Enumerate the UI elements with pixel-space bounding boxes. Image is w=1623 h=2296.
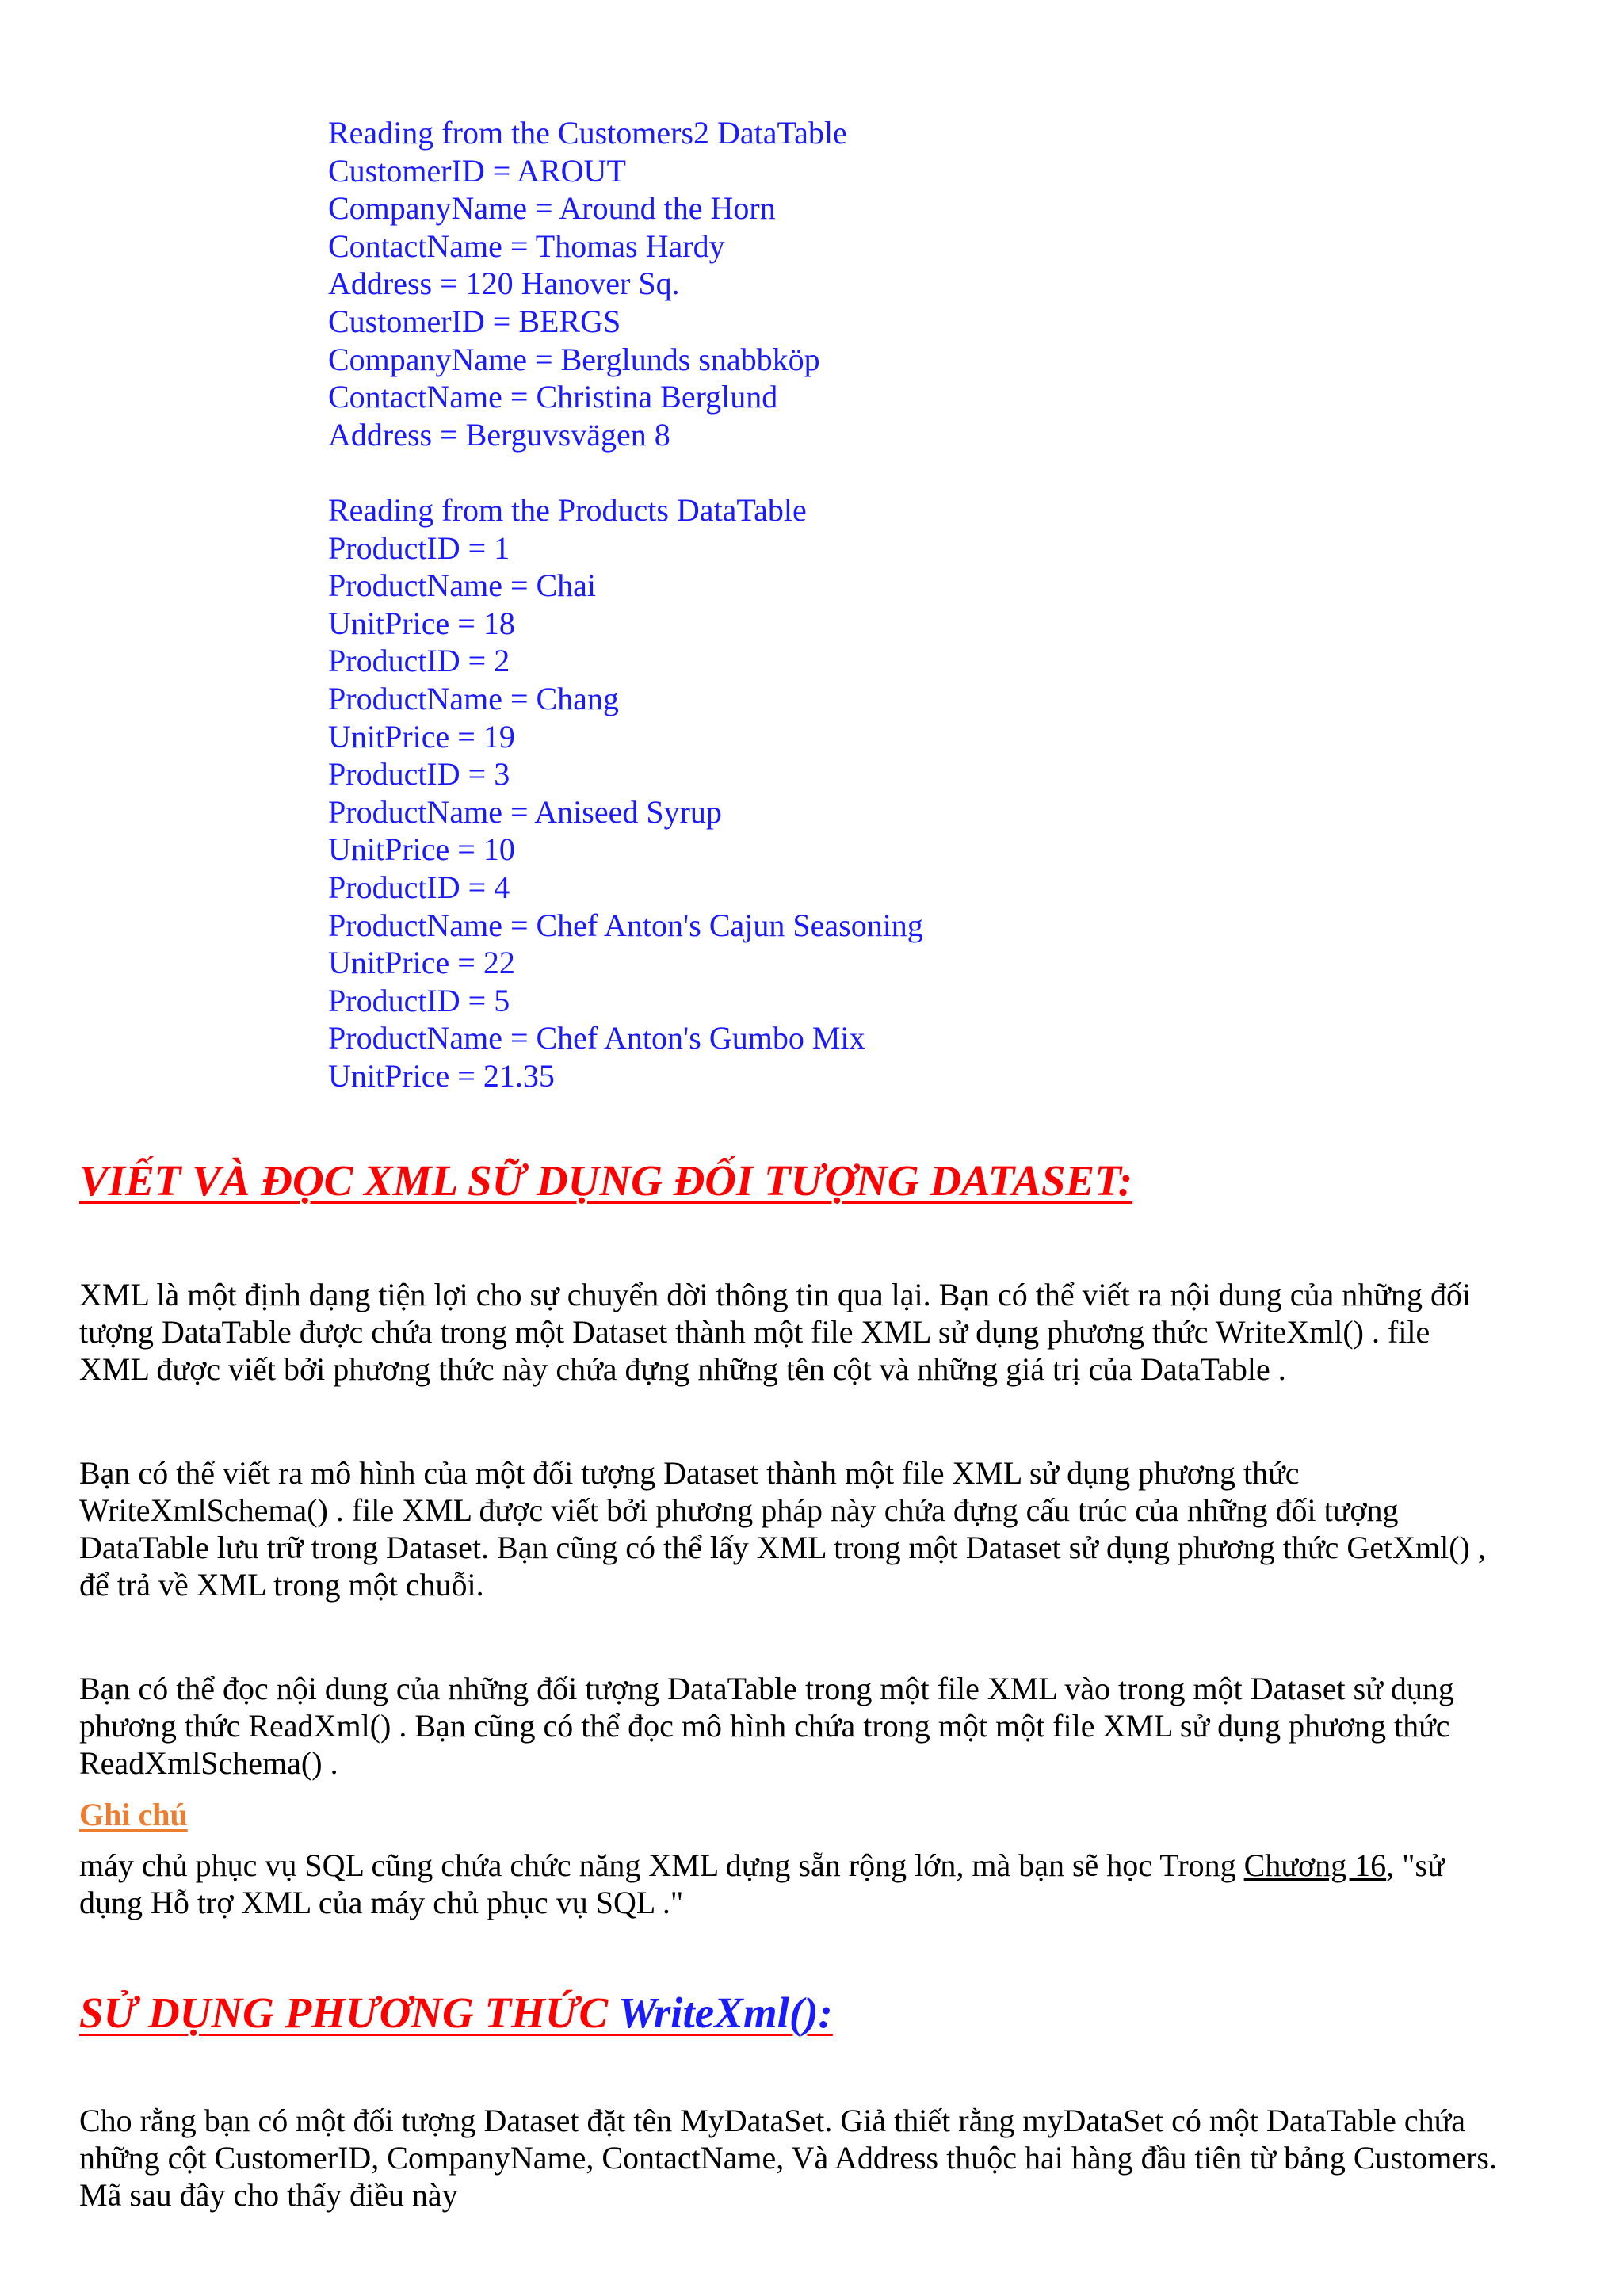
note-body: [79, 1847, 1569, 1921]
products-output-line: UnitPrice = 22: [328, 945, 515, 981]
note-label: Ghi chú: [79, 1797, 188, 1832]
paragraph-line: để trả về XML trong một chuỗi.: [79, 1567, 484, 1603]
products-output-line: UnitPrice = 10: [328, 831, 515, 868]
products-output-line: ProductName = Aniseed Syrup: [328, 793, 722, 830]
paragraph-intro: [79, 1276, 1569, 1388]
paragraph-line: Bạn có thể viết ra mô hình của một đối tượng Dataset thành một file XML sử dụng phương thức: [79, 1455, 1300, 1491]
paragraph-line: Bạn có thể đọc nội dung của những đối tượng DataTable trong một file XML vào trong một Dataset sử dụng: [79, 1671, 1454, 1706]
paragraph-mydataset: [79, 2102, 1569, 2214]
paragraph-line: Mã sau đây cho thấy điều này: [79, 2177, 458, 2213]
products-output-line: ProductName = Chef Anton's Cajun Seasoning: [328, 907, 923, 943]
paragraph-line: phương thức ReadXml() . Bạn cũng có thể đọc mô hình chứa trong một một file XML sử dụng phương thức: [79, 1708, 1450, 1744]
products-output-line: ProductID = 5: [328, 982, 510, 1018]
products-output-block: [328, 491, 923, 1095]
products-output-line: ProductID = 4: [328, 869, 510, 905]
paragraph-line: tượng DataTable được chứa trong một Dataset thành một file XML sử dụng phương thức WriteXml() . file: [79, 1314, 1430, 1350]
section-heading-writexml: [79, 1988, 833, 2038]
products-output-line: ProductID = 1: [328, 529, 510, 566]
heading-method-name: WriteXml():: [617, 1988, 833, 2037]
paragraph-line: Cho rằng bạn có một đối tượng Dataset đặt tên MyDataSet. Giả thiết rằng myDataSet có một DataTable chứa: [79, 2103, 1466, 2138]
customers-output-block: [328, 114, 847, 453]
customers-output-line: ContactName = Christina Berglund: [328, 379, 778, 415]
paragraph-schema: [79, 1454, 1569, 1603]
products-output-line: ProductID = 3: [328, 756, 510, 793]
heading-red-part: SỬ DỤNG PHƯƠNG THỨC: [79, 1988, 618, 2037]
paragraph-line: XML là một định dạng tiện lợi cho sự chuyển dời thông tin qua lại. Bạn có thể viết ra nội dung của những đối: [79, 1277, 1472, 1312]
paragraph-line: DataTable lưu trữ trong Dataset. Bạn cũng có thể lấy XML trong một Dataset sử dụng phương thức GetXml() ,: [79, 1530, 1486, 1565]
products-output-line: ProductName = Chef Anton's Gumbo Mix: [328, 1020, 865, 1056]
customers-output-line: CustomerID = AROUT: [328, 152, 626, 189]
customers-output-line: Address = 120 Hanover Sq.: [328, 266, 680, 302]
paragraph-readxml: [79, 1670, 1569, 1782]
section-heading-xml-dataset: VIẾT VÀ ĐỌC XML SỮ DỤNG ĐỐI TƯỢNG DATASET:: [79, 1156, 1133, 1205]
products-output-line: UnitPrice = 18: [328, 605, 515, 641]
products-output-line: ProductID = 2: [328, 643, 510, 679]
note-text: , "sử: [1386, 1847, 1445, 1883]
note-text: máy chủ phục vụ SQL cũng chứa chức năng XML dựng sẵn rộng lớn, mà bạn sẽ học Trong: [79, 1847, 1244, 1883]
customers-output-line: CompanyName = Berglunds snabbköp: [328, 341, 820, 377]
paragraph-line: những cột CustomerID, CompanyName, ContactName, Và Address thuộc hai hàng đầu tiên từ bảng Customers.: [79, 2140, 1497, 2176]
customers-output-line: ContactName = Thomas Hardy: [328, 227, 725, 264]
customers-output-line: CustomerID = BERGS: [328, 303, 621, 339]
customers-output-line: CompanyName = Around the Horn: [328, 190, 776, 227]
paragraph-line: XML được viết bởi phương thức này chứa đựng những tên cột và những giá trị của DataTable .: [79, 1351, 1286, 1387]
products-output-line: UnitPrice = 19: [328, 718, 515, 755]
products-output-line: ProductName = Chai: [328, 567, 597, 604]
paragraph-line: ReadXmlSchema() .: [79, 1745, 338, 1781]
note-line: dụng Hỗ trợ XML của máy chủ phục vụ SQL .": [79, 1885, 684, 1920]
products-output-line: UnitPrice = 21.35: [328, 1057, 555, 1094]
paragraph-line: WriteXmlSchema() . file XML được viết bởi phương pháp này chứa đựng cấu trúc của những đối tượng: [79, 1492, 1399, 1528]
note-line: [79, 1847, 1569, 1884]
products-output-line: ProductName = Chang: [328, 680, 619, 716]
chapter-16-link[interactable]: Chương 16: [1243, 1847, 1387, 1883]
products-output-heading: Reading from the Products DataTable: [328, 492, 807, 528]
customers-output-line: Address = Berguvsvägen 8: [328, 416, 670, 453]
customers-output-heading: Reading from the Customers2 DataTable: [328, 115, 847, 151]
